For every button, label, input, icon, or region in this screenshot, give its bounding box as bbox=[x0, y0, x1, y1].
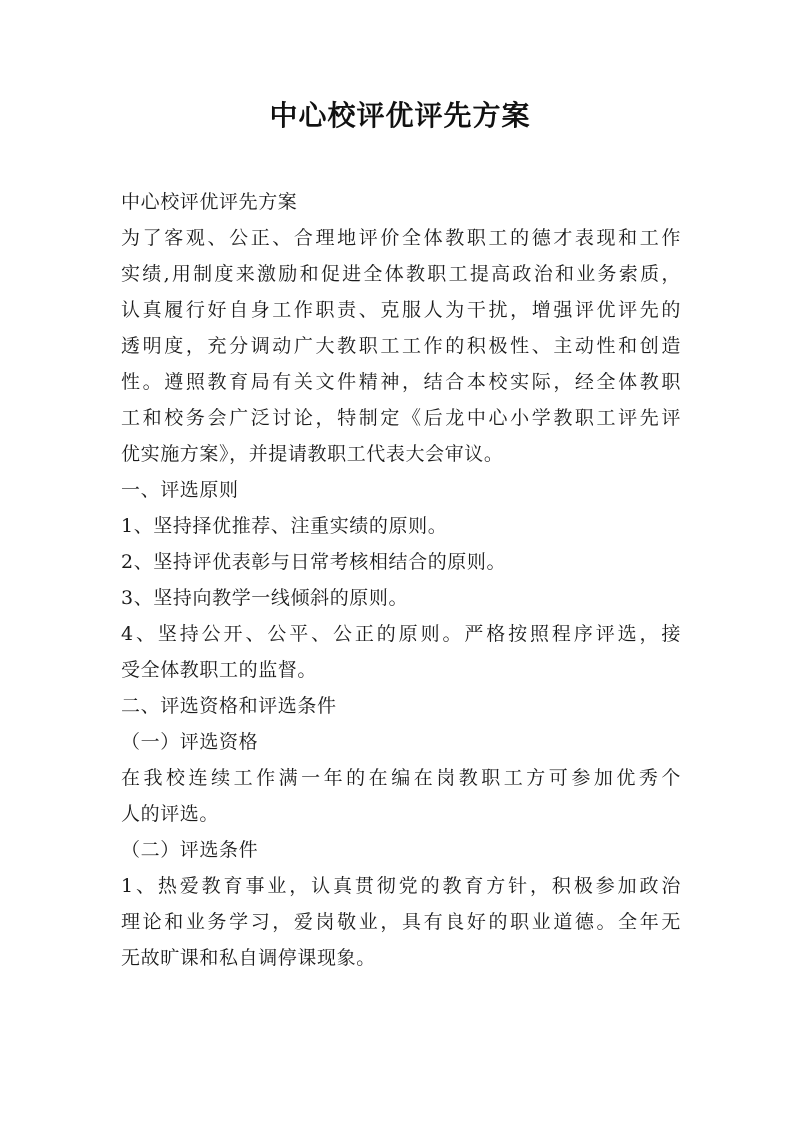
paragraph-line: 为了客观、公正、合理地评价全体教职工的德才表现和工作 bbox=[121, 227, 681, 249]
paragraph-line: 在我校连续工作满一年的在编在岗教职工方可参加优秀个 bbox=[121, 767, 681, 789]
paragraph-line: 人的评选。 bbox=[121, 803, 220, 825]
paragraph-line: 无故旷课和私自调停课现象。 bbox=[121, 947, 376, 969]
paragraph-line: 工和校务会广泛讨论，特制定《后龙中心小学教职工评先评 bbox=[121, 407, 681, 429]
paragraph-line: 一、评选原则 bbox=[121, 479, 239, 501]
paragraph-line: 4、坚持公开、公平、公正的原则。严格按照程序评选，接 bbox=[121, 623, 681, 645]
paragraph-line: 透明度，充分调动广大教职工工作的积极性、主动性和创造 bbox=[121, 335, 681, 357]
paragraph-line: 3、坚持向教学一线倾斜的原则。 bbox=[121, 587, 409, 609]
paragraph-line: 1、热爱教育事业，认真贯彻党的教育方针，积极参加政治 bbox=[121, 875, 681, 897]
paragraph-line: （一）评选资格 bbox=[121, 731, 259, 753]
paragraph-line: 性。遵照教育局有关文件精神，结合本校实际，经全体教职 bbox=[121, 371, 681, 393]
paragraph-line: 中心校评优评先方案 bbox=[121, 191, 298, 213]
document-body bbox=[121, 184, 681, 976]
paragraph-line: 实绩,用制度来激励和促进全体教职工提高政治和业务索质， bbox=[121, 263, 681, 285]
paragraph-line: 受全体教职工的监督。 bbox=[121, 659, 318, 681]
page-title: 中心校评优评先方案 bbox=[269, 99, 531, 132]
paragraph-line: 二、评选资格和评选条件 bbox=[121, 695, 337, 717]
paragraph-line: 2、坚持评优表彰与日常考核相结合的原则。 bbox=[121, 551, 507, 573]
paragraph-line: 理论和业务学习，爱岗敬业，具有良好的职业道德。全年无 bbox=[121, 911, 681, 933]
paragraph-line: 优实施方案》，并提请教职工代表大会审议。 bbox=[121, 443, 504, 465]
paragraph-line: （二）评选条件 bbox=[121, 839, 259, 861]
paragraph-line: 1、坚持择优推荐、注重实绩的原则。 bbox=[121, 515, 448, 537]
paragraph-line: 认真履行好自身工作职责、克服人为干扰，增强评优评先的 bbox=[121, 299, 681, 321]
